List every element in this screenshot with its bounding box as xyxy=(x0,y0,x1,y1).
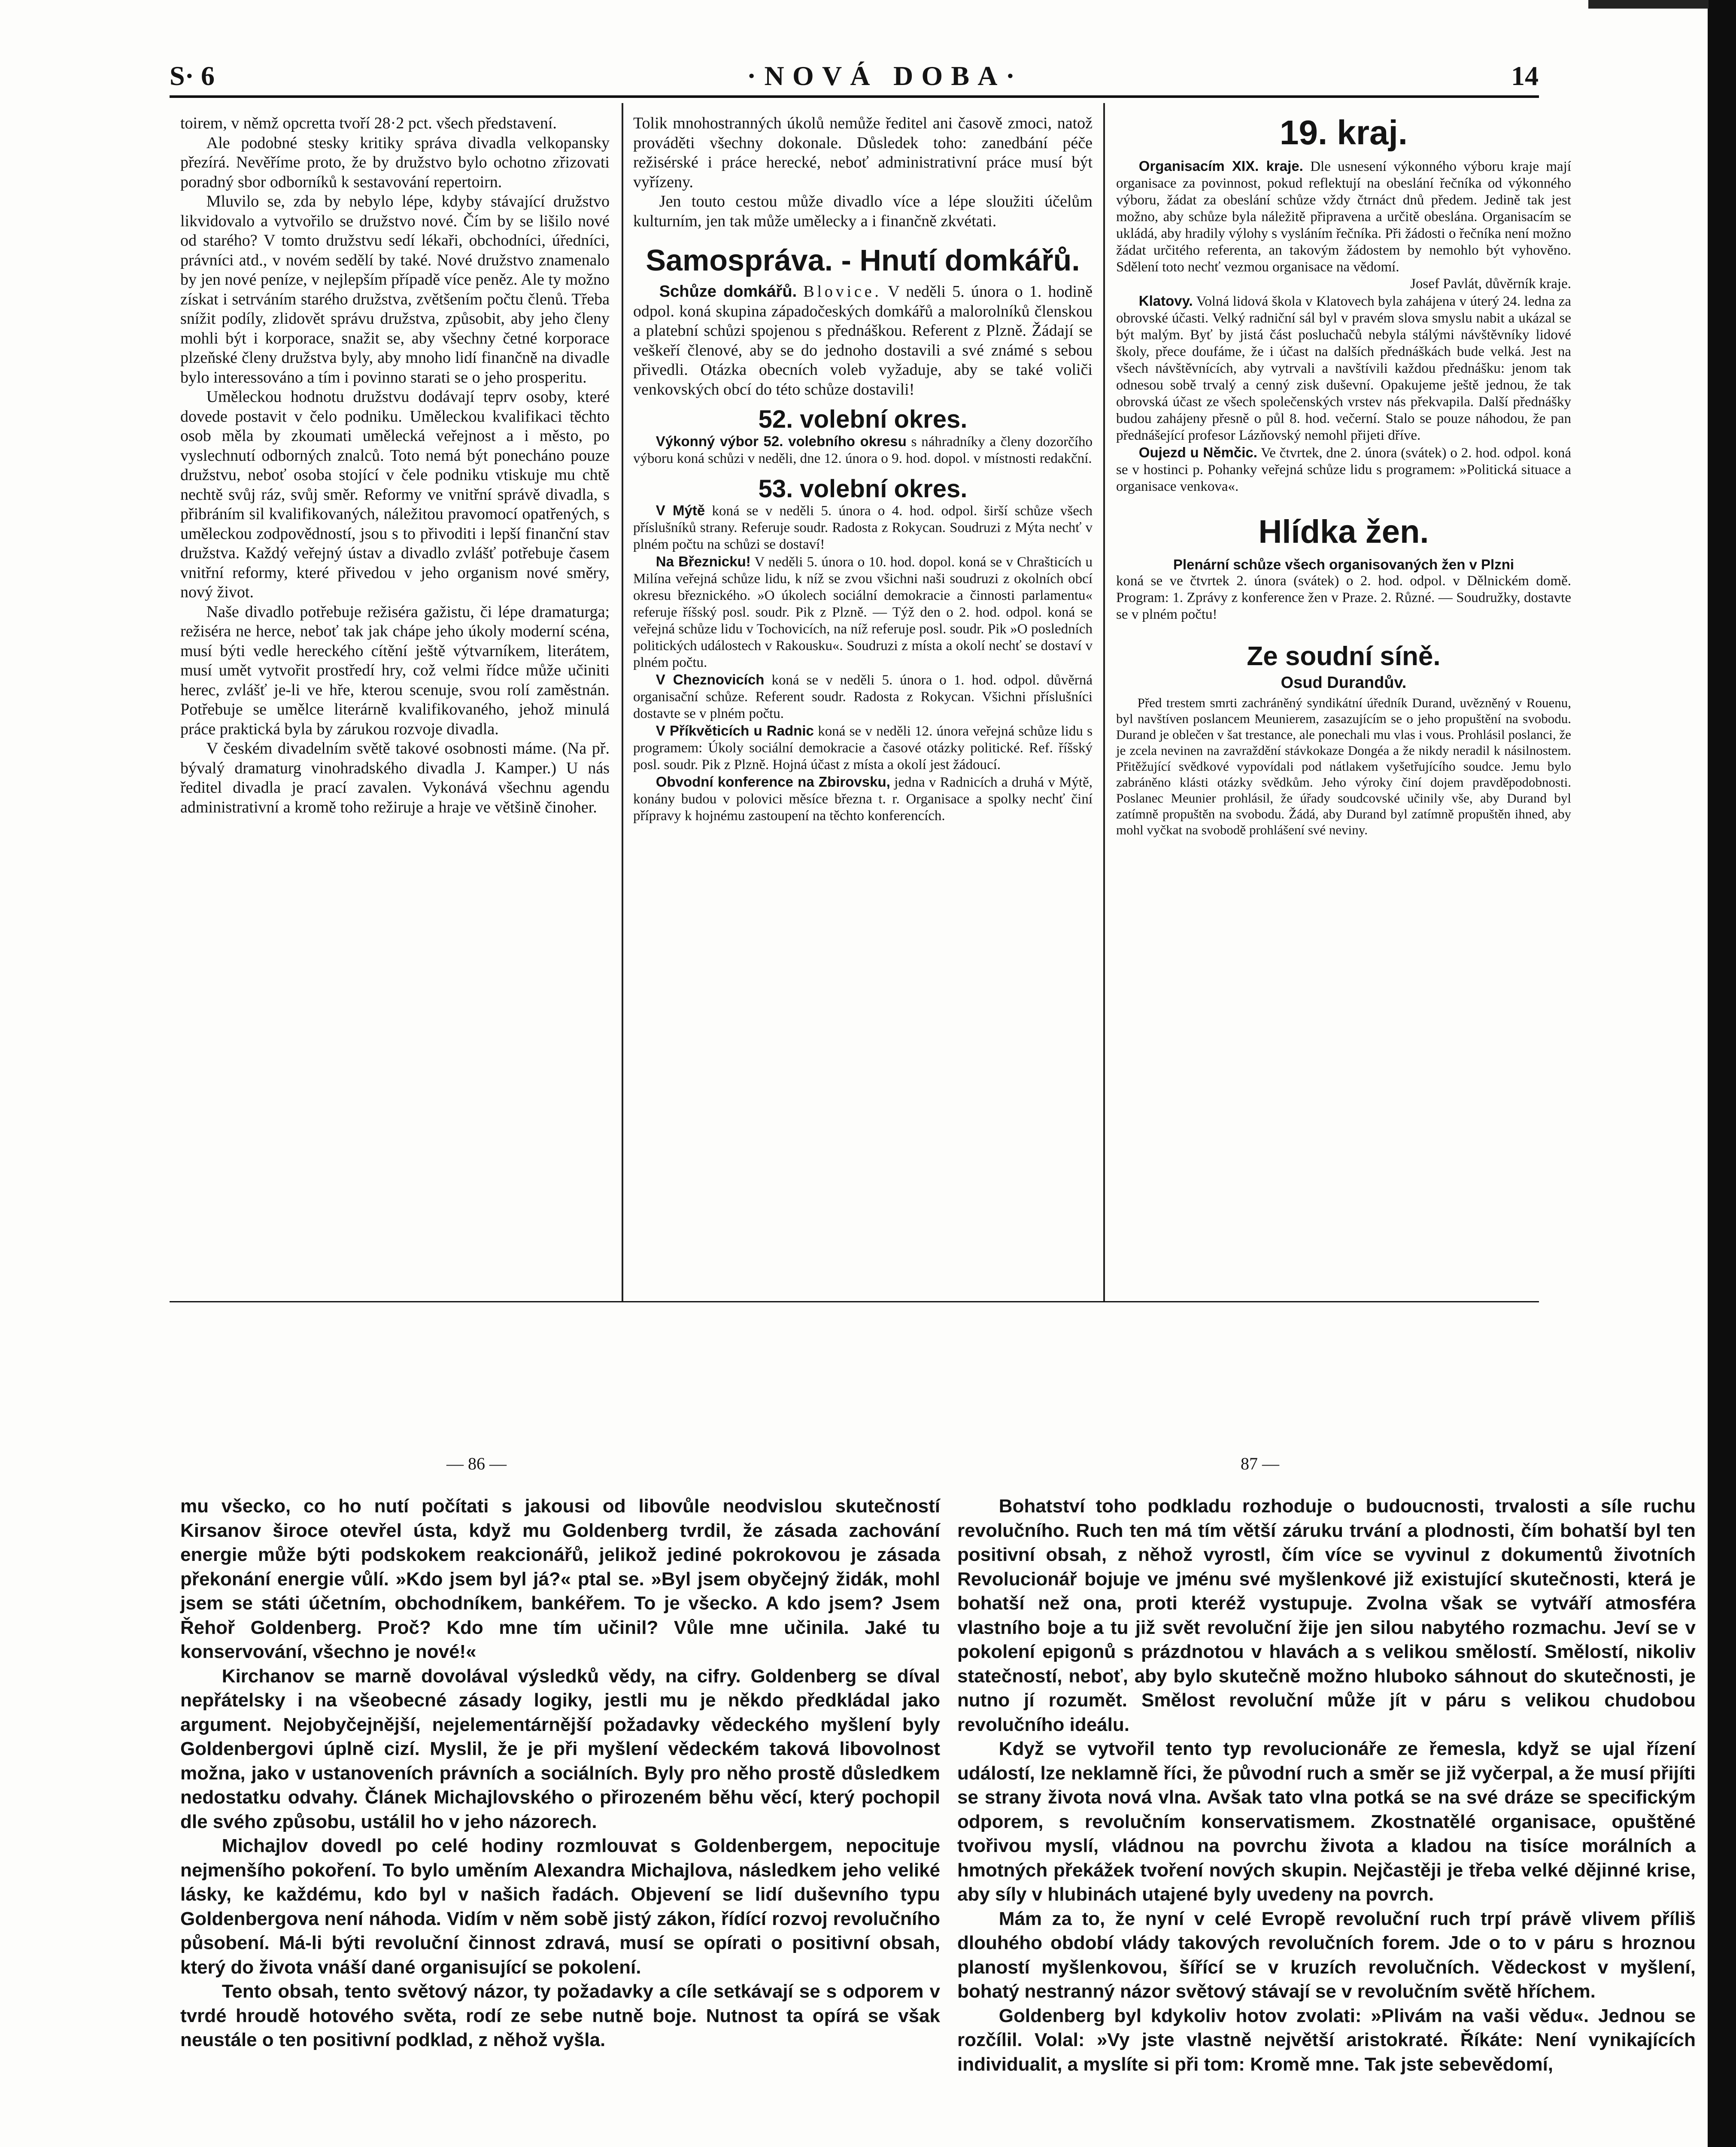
item-text: V neděli 5. února o 10. hod. dopol. koná se v Chrašticích u Milína veřejná schůze lidu, k níž se zvou všichni naši soudruzi z okolních obcí okresu březnického. »O úkolech sociální demokracie a činnosti parlamentu« referuje říšský posl. soudr. Pik z Plzně. — Týž den o 2. hod. odpol. koná se veřejná schůze lidu v Tochovicích, na níž referuje posl. soudr. Pik »O posledních politických událostech v Rakousku«. Soudruzi z místa a okolí nechť se dostaví v plném počtu. xyxy=(633,554,1093,670)
scan-edge-right xyxy=(1708,0,1736,2147)
col1-paragraph: V českém divadelním světě takové osobnosti máme. (Na př. bývalý dramaturg vinohradského divadla J. Kamper.) U nás ředitel divadla je prací zavalen. Vykonává všechnu agendu administrativní a kromě toho režiruje a hraje ve většině činoher. xyxy=(180,739,610,816)
domkari-text: V neděli 5. února o 1. hodině odpol. koná skupina západočeských domkářů a malorolníků členskou a platební schůzi spojenou s přednáškou. Referent z Plzně. Žádají se veškeří členové, aby se do jednoho dostavili a své známé s sebou přivedli. Otázka obecních voleb vyžaduje, aby se také voliči venkovských obcí do této schůze dostavili! xyxy=(633,283,1093,398)
hlidka-text: koná se ve čtvrtek 2. února (svátek) o 2. hod. odpol. v Dělnickém domě. Program: 1. Zprávy z konference žen v Praze. 2. Různé. — Soudružky, dostavte se v plném počtu! xyxy=(1116,573,1571,622)
kraj-text: Volná lidová škola v Klatovech byla zahájena v úterý 24. ledna za obrovské účasti. Velký radniční sál byl v pravém slova smyslu nabit a ukázal se být malým. Byť by jistá část posluchačů nebyla stálými návštěvníky lidové školy, přece doufáme, že i účast na dalších přednáškách bude velká. Jest na všech návštěvnících, aby vytrvali a navštívili každou přednášku: jenom tak odnesou sobě trvalý a cenný zisk duševní. Opakujeme ještě jednou, že tak obrovská účast ze všech společenských vrstev nás překvapila. Další přednášky budou zahájeny přesně o půl 8. hod. večerní. Stalo se pouze náhodou, že pan přednášející profesor Lázňovský nemohl přijeti dříve. xyxy=(1116,294,1571,443)
soud-title: Ze soudní síně. xyxy=(1247,641,1441,671)
bottom-right-paragraph: Když se vytvořil tento typ revolucionáře ze řemesla, když se ujal řízení událostí, lze neklamně říci, že původní ruch a směr se již vyčerpal, a že musí přijíti se strany života nová vlna. Avšak tato vlna potká se na své dráze se specifickým odporem, s revolučním konservatismem. Zkostnatělé organisace, opuštěné tvořivou myslí, vládnou na povrchu života a kladou na tisíce morálních a hmotných překážek tvoření nových skupin. Nejčastěji je třeba velké dějinné krise, aby síly v hlubinách utajené byly uvedeny na povrch. xyxy=(957,1738,1696,1905)
okres-52-title: 52. volební okres. xyxy=(758,405,968,433)
column-2 xyxy=(633,114,1093,824)
section-title-samosprava: Samospráva. - Hnutí domkářů. xyxy=(646,243,1080,277)
domkari-lead: Schůze domkářů. xyxy=(659,283,797,301)
soud-text: Před trestem smrti zachráněný syndikátní úředník Durand, uvězněný v Rouenu, byl navštíven poslancem Meunierem, zasazujícím se o jeho propuštění na svobodu. Durand je oblečen v šat trestance, ale ponechali mu vlas i vous. Prohlásil poslanci, že je zcela nevinen na zavraždění stávkokaze Dongéa a že nikdy neradil k násilnostem. Přitěžující svědkové vypovídali pod nátlakem vyšetřujícího soudce. Jemu bylo zabráněno klásti otázky svědkům. Jeho výroky činí dojem pravděpodobnosti. Poslanec Meunier prohlásil, že úřady soudcovské učinily vše, aby Durand byl zatímně propuštěn na svobodu. Žádá, aby Durand byl zatímně propuštěn ihned, aby mohl vyčkat na svobodě prohlášení své neviny. xyxy=(1116,695,1571,837)
kraj-text: Ve čtvrtek, dne 2. února (svátek) o 2. hod. odpol. koná se v hostinci p. Pohanky veřejná schůze lidu s programem: »Politická situace a organisace venkova«. xyxy=(1116,445,1571,494)
bottom-right-paragraph: Bohatství toho podkladu rozhoduje o budoucnosti, trvalosti a síle ruchu revolučního. Ruch ten má tím větší záruku trvání a plodnosti, čím bohatší byl ten positivní obsah, z něhož vyrostl, čím více se vyvinul z dokumentů životních Revolucionář bojuje ve jménu své myšlenkové již existující skutečnosti, která je bohatší než ona, proti kteréž vystupuje. Zvolna však se vytváří atmosféra vlastního boje a tu již svět revoluční žije jen silou nabytého rozmachu. Jeví se v pokolení epigonů s prázdnotou v hlavách a s velikou smělostí. Smělostí, nikoliv statečností, neboť, aby bylo skutečně možno hluboko sáhnout do skutečnosti, je nutno jí rozumět. Smělost revoluční může jít v páru s velikou chudobou revolučního ideálu. xyxy=(957,1496,1696,1735)
item-lead: Na Březnicku! xyxy=(656,553,751,569)
col1-paragraph: Naše divadlo potřebuje režiséra gažistu, či lépe dramaturga; režiséra ne herce, neboť tak jak chápe jeho úkoly moderní scéna, musí býti vedle hereckého cítění ještě výtvarníkem, literátem, musí umět vytvořit prostředí hry, což velmi řídce může učiniti herec, zvlášť je-li ve hře, kterou scenuje, svou rolí zaměstnán. Potřebuje se umělce literárně kvalifikovaného, jehož minulá práce praktická byla by zárukou rozvoje divadla. xyxy=(180,602,610,738)
column-divider-1 xyxy=(622,103,623,1301)
item-lead: V Mýtě xyxy=(656,502,705,518)
soud-subtitle: Osud Durandův. xyxy=(1281,673,1407,692)
col2-intro: Jen touto cestou může divadlo více a lépe sloužiti účelům kulturním, jen tak může umělecky a i finančně zkvétati. xyxy=(633,192,1093,230)
header-rule xyxy=(170,95,1539,98)
kraj-lead: Klatovy. xyxy=(1138,293,1193,309)
scan-edge-top-right xyxy=(1588,0,1709,9)
item-text: koná se v neděli 12. února veřejná schůze lidu s programem: Úkoly sociální demokracie a časové otázky politické. Ref. říšský posl. soudr. Pik z Plzně. Hojná účast z místa a okolí jest žádoucí. xyxy=(633,724,1093,772)
bottom-right-paragraph: Mám za to, že nyní v celé Evropě revoluční ruch trpí právě vlivem příliš dlouhého období vlády takových revolučních forem. Jde o to v páru s hroznou plaností myšlenkovou, šířící se v kruzích revolučních. Vědeckost v myšlení, bohatý nestranný názor světový stávají se v revolučním světě hříchem. xyxy=(957,1908,1696,2002)
item-lead: V Cheznovicích xyxy=(656,672,765,687)
col1-paragraph: Uměleckou hodnotu družstvu dodávají teprv osoby, které dovede postavit v čelo podniku. Uměleckou kvalifikaci těchto osob měla by zkoumati umělecká veřejnost a i město, po vyslechnutí odborných znalců. Toto nemá být ponecháno pouze družstvu, neboť osoba stojící v čele podniku vtiskuje mu chtě nechtě svůj ráz, svůj směr. Reformy ve vnitřní správě divadla, s přibráním sil kvalifikovaných, náležitou pravomocí opatřených, s uměleckou zodpovědností, jsou s to přivoditi i lepší finanční stav družstva. Každý veřejný ústav a divadlo zvlášť potřebuje časem vnitřní reformy, které přivedou v jeho organism nové směry, nový život. xyxy=(180,388,610,601)
okres-52-text: s náhradníky a členy dozorčího výboru koná schůzi v neděli, dne 12. února o 9. hod. dopol. v místnosti redakční. xyxy=(633,434,1093,466)
column-3 xyxy=(1116,114,1571,838)
item-text: koná se v neděli 5. února o 4. hod. odpol. širší schůze všech příslušníků strany. Referuje soudr. Radosta z Rokycan. Soudruzi z Mýta nechť v plném počtu na schůzi se dostaví! xyxy=(633,503,1093,552)
column-1 xyxy=(180,114,610,817)
kraj-text: Dle usnesení výkonného výboru kraje mají organisace za povinnost, pokud reflektují na obeslání řečníka od výkonného výboru, žádat za obeslání schůze vždy čtrnáct dnů předem. Jedině tak jest možno, aby schůze byla náležitě připravena a určitě obeslána. Organisacím se ukládá, aby hradily výlohy s vysláním řečníka. Při žádosti o řečníka není možno žádat určitého referenta, an takovým žádostem by nemohlo být vyhověno. Sdělení toto nechť vezmou organisace na vědomí. xyxy=(1116,159,1572,275)
bottom-left-paragraph: Michajlov dovedl po celé hodiny rozmlouvat s Goldenbergem, nepocituje nejmenšího pokoření. To bylo uměním Alexandra Michajlova, následkem jeho veliké lásky, ke každému, kdo byl v našich řadách. Objevení se lidí duševního typu Goldenbergova není náhoda. Vidím v něm sobě jistý zákon, řídící rozvoj revolučního působení. Má-li býti revoluční činnost zdravá, musí se opírati o positivní obsah, který do života vnáší dané organisující se pokolení. xyxy=(180,1835,940,1978)
column-divider-2 xyxy=(1103,103,1105,1301)
column-bottom-rule xyxy=(170,1301,1539,1302)
page-number: 14 xyxy=(1511,61,1539,91)
hlidka-title: Hlídka žen. xyxy=(1258,514,1429,550)
left-folio: S· 6 xyxy=(170,61,215,91)
kraj-title: 19. kraj. xyxy=(1279,113,1408,152)
col2-intro: Tolik mnohostranných úkolů nemůže ředitel ani časově zmoci, natož prováděti všechny dokonale. Důsledek toho: zanedbání péče režisérské i práce herecké, neboť administrativní práce musí být vyřízeny. xyxy=(633,114,1093,191)
kraj-lead: Organisacím XIX. kraje. xyxy=(1138,158,1303,174)
right-page-number: 87 — xyxy=(1241,1454,1279,1473)
hlidka-lead: Plenární schůze všech organisovaných žen v Plzni xyxy=(1173,556,1514,572)
bottom-left-paragraph: mu všecko, co ho nutí počítati s jakousi od libovůle neodvislou skutečností Kirsanov široce otevřel ústa, když mu Goldenberg tvrdil, že zásada zachování energie může býti podskokem reakcionářů, jelikož jediné pokrokovou je zásada překonání energie vůlí. »Kdo jsem byl já?« ptal se. »Byl jsem obyčejný židák, mohl jsem se státi účetním, obchodníkem, bankéřem. To je všecko. A kdo jsem? Jsem Řehoř Goldenberg. Proč? Kdo mne tím učinil? Vůle mne učinila. Jaké tu konservování, všechno je nové!« xyxy=(180,1496,940,1662)
kraj-lead: Oujezd u Němčic. xyxy=(1138,444,1257,460)
okres-53-list xyxy=(633,502,1093,824)
item-lead: V Příkvěticích u Radnic xyxy=(656,723,814,739)
bottom-right-text xyxy=(957,1494,1696,2077)
bottom-left-text xyxy=(180,1494,940,2053)
col1-paragraph: Ale podobné stesky kritiky správa divadla velkopansky přezírá. Nevěříme proto, že by družstvo bylo ochotno zřizovati poradný sbor odborníků k sestavování repertoirn. xyxy=(180,134,610,191)
item-text: koná se v neděli 5. února o 1. hod. odpol. důvěrná organisační schůze. Referent soudr. Radosta z Rokycan. Všichni příslušníci dostavte se v plném počtu. xyxy=(633,672,1093,721)
bottom-right-paragraph: Goldenberg byl kdykoliv hotov zvolati: »Plivám na vaši vědu«. Jednou se rozčílil. Volal: »Vy jste vlastně největší aristokraté. Říkáte: Není vynikajících individualit, a myslíte si při tom: Kromě mne. Tak jste sebevědomí, xyxy=(957,2005,1696,2075)
domkari-place: Blovice. xyxy=(803,283,882,301)
kraj-signature: Josef Pavlát, důvěrník kraje. xyxy=(1410,276,1571,292)
col1-paragraph: Mluvilo se, zda by nebylo lépe, kdyby stávající družstvo likvidovalo a vytvořilo se družstvo nové. Čím by se lišilo nové od starého? V tomto družstvu sedí lékaři, obchodníci, úředníci, právníci atd., v novém sedělí by také. Nové družstvo znamenalo by jen nové peníze, v nejlepším případě více peněz. Ale ty možno získat i setrváním starého družstva, zvětšením počtu členů. Třeba snížit podíly, zlidovět správu družstva, způsobit, aby jeho členy mohli být i korporace, snažit se, aby všechny četné korporace plzeňské členy družstva byly, aby mnoho lidí finančně na divadle bylo interessováno a tím i povinno starati se o jeho prosperitu. xyxy=(180,192,610,386)
okres-53-title: 53. volební okres. xyxy=(758,474,968,503)
bottom-left-paragraph: Kirchanov se marně dovolával výsledků vědy, na cifry. Goldenberg se díval nepřátelsky i na všeobecné zásady logiky, jestli mu je někdo předkládal jako argument. Nejobyčejnější, nejelementárnější požadavky vědeckého myšlení byly Goldenbergovi úplně cizí. Myslil, že je při myšlení vědeckém taková libovolnost možna, jako v ustanoveních právních a sociálních. Byly pro něho prostě důsledkem nedostatku odvahy. Článek Michajlovského o přirozeném běhu věcí, který pochopil dle svého způsobu, ustálil ho v jeho názorech. xyxy=(180,1665,940,1832)
masthead: ·NOVÁ DOBA· xyxy=(747,61,1023,91)
col1-paragraph: toirem, v němž opcretta tvoří 28·2 pct. všech představení. xyxy=(180,114,557,132)
item-text: jedna v Radnicích a druhá v Mýtě, konány budou v polovici měsíce března t. r. Organisace a spolky nechť činí přípravy k hojnému zastoupení na těchto konferencích. xyxy=(633,775,1093,824)
bottom-left-paragraph: Tento obsah, tento světový názor, ty požadavky a cíle setkávají se s odporem v tvrdé hroudě hotového světa, rodí ze sebe nutně boje. Nutnost ta opírá se však neustále o ten positivní podklad, z něhož vyšla. xyxy=(180,1981,940,2050)
left-page-number: — 86 — xyxy=(446,1454,507,1473)
item-lead: Obvodní konference na Zbirovsku, xyxy=(656,774,890,790)
okres-52-lead: Výkonný výbor 52. volebního okresu xyxy=(656,433,907,449)
